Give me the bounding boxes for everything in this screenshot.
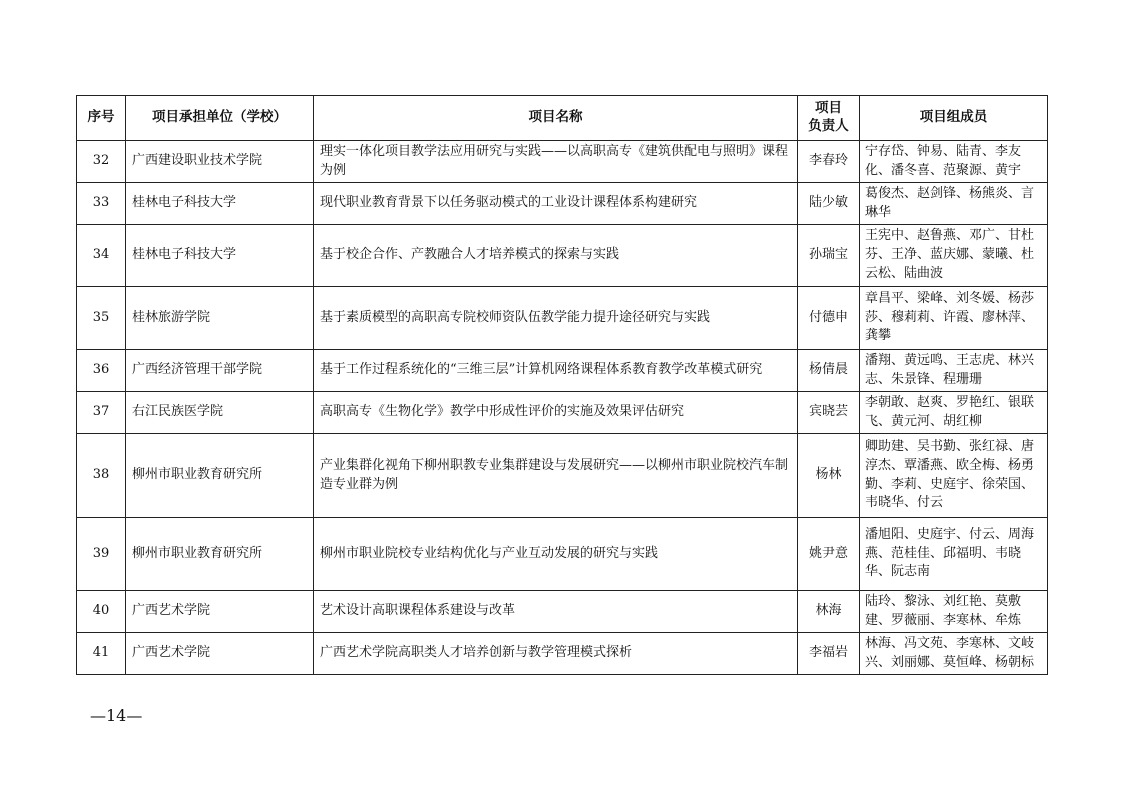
cell-leader: 李福岩: [798, 633, 860, 675]
cell-index: 35: [77, 287, 126, 350]
cell-leader: 陆少敏: [798, 183, 860, 225]
table-row: [77, 434, 1048, 518]
header-name: 项目名称: [314, 96, 798, 141]
cell-project-name: 理实一体化项目教学法应用研究与实践——以高职高专《建筑供配电与照明》课程为例: [314, 141, 798, 183]
cell-index: 39: [77, 518, 126, 591]
cell-project-name: 产业集群化视角下柳州职教专业集群建设与发展研究——以柳州市职业院校汽车制造专业群为例: [314, 434, 798, 518]
header-index: 序号: [77, 96, 126, 141]
cell-index: 34: [77, 225, 126, 287]
header-members: 项目组成员: [860, 96, 1048, 141]
table-row: [77, 287, 1048, 350]
header-leader: [798, 96, 860, 141]
table-row: [77, 141, 1048, 183]
cell-members: 王宪中、赵鲁燕、邓广、甘杜芬、王净、蓝庆娜、蒙曦、杜云松、陆曲波: [860, 225, 1048, 287]
cell-project-name: 基于工作过程系统化的“三维三层”计算机网络课程体系教育教学改革模式研究: [314, 350, 798, 392]
cell-members: 潘翔、黄远鸣、王志虎、林兴志、朱景锋、程珊珊: [860, 350, 1048, 392]
cell-unit: 柳州市职业教育研究所: [126, 518, 314, 591]
table-row: [77, 392, 1048, 434]
cell-leader: 宾晓芸: [798, 392, 860, 434]
cell-unit: 广西艺术学院: [126, 633, 314, 675]
cell-index: 40: [77, 591, 126, 633]
cell-leader: 付德申: [798, 287, 860, 350]
cell-unit: 桂林电子科技大学: [126, 183, 314, 225]
header-unit: 项目承担单位（学校）: [126, 96, 314, 141]
cell-leader: 姚尹意: [798, 518, 860, 591]
cell-members: 潘旭阳、史庭宇、付云、周海燕、范桂佳、邱福明、韦晓华、阮志南: [860, 518, 1048, 591]
cell-unit: 广西经济管理干部学院: [126, 350, 314, 392]
cell-members: 李朝敢、赵爽、罗艳红、银联飞、黄元河、胡红柳: [860, 392, 1048, 434]
header-leader-text: 项目 负责人: [808, 100, 849, 134]
cell-members: 宁存岱、钟易、陆青、李友化、潘冬喜、范聚源、黄宇: [860, 141, 1048, 183]
table-row: [77, 350, 1048, 392]
cell-project-name: 基于校企合作、产教融合人才培养模式的探索与实践: [314, 225, 798, 287]
cell-unit: 广西建设职业技术学院: [126, 141, 314, 183]
cell-unit: 桂林电子科技大学: [126, 225, 314, 287]
cell-leader: 杨林: [798, 434, 860, 518]
table-header-row: [77, 96, 1048, 141]
cell-members: 林海、冯文苑、李寒林、文岐兴、刘丽娜、莫恒峰、杨朝标: [860, 633, 1048, 675]
cell-members: 卿助建、吴书勤、张红禄、唐淳杰、覃潘燕、欧全梅、杨勇勤、李莉、史庭宇、徐荣国、韦晓华、付云: [860, 434, 1048, 518]
cell-index: 32: [77, 141, 126, 183]
cell-index: 36: [77, 350, 126, 392]
cell-unit: 桂林旅游学院: [126, 287, 314, 350]
cell-project-name: 柳州市职业院校专业结构优化与产业互动发展的研究与实践: [314, 518, 798, 591]
cell-members: 陆玲、黎泳、刘红艳、莫敷建、罗薇丽、李寒林、牟炼: [860, 591, 1048, 633]
cell-project-name: 高职高专《生物化学》教学中形成性评价的实施及效果评估研究: [314, 392, 798, 434]
cell-members: 章昌平、梁峰、刘冬媛、杨莎莎、穆莉莉、许霞、廖林萍、龚攀: [860, 287, 1048, 350]
cell-members: 葛俊杰、赵剑锋、杨熊炎、言琳华: [860, 183, 1048, 225]
cell-index: 37: [77, 392, 126, 434]
cell-index: 38: [77, 434, 126, 518]
cell-project-name: 现代职业教育背景下以任务驱动模式的工业设计课程体系构建研究: [314, 183, 798, 225]
cell-leader: 杨倩晨: [798, 350, 860, 392]
cell-index: 33: [77, 183, 126, 225]
cell-index: 41: [77, 633, 126, 675]
cell-unit: 广西艺术学院: [126, 591, 314, 633]
cell-unit: 柳州市职业教育研究所: [126, 434, 314, 518]
projects-table: [76, 95, 1048, 675]
table-row: [77, 518, 1048, 591]
cell-project-name: 广西艺术学院高职类人才培养创新与教学管理模式探析: [314, 633, 798, 675]
cell-leader: 李春玲: [798, 141, 860, 183]
cell-unit: 右江民族医学院: [126, 392, 314, 434]
cell-project-name: 基于素质模型的高职高专院校师资队伍教学能力提升途径研究与实践: [314, 287, 798, 350]
table-row: [77, 633, 1048, 675]
table-row: [77, 591, 1048, 633]
cell-leader: 孙瑞宝: [798, 225, 860, 287]
table-row: [77, 183, 1048, 225]
page-number: —14—: [90, 706, 143, 725]
table-row: [77, 225, 1048, 287]
cell-leader: 林海: [798, 591, 860, 633]
cell-project-name: 艺术设计高职课程体系建设与改革: [314, 591, 798, 633]
